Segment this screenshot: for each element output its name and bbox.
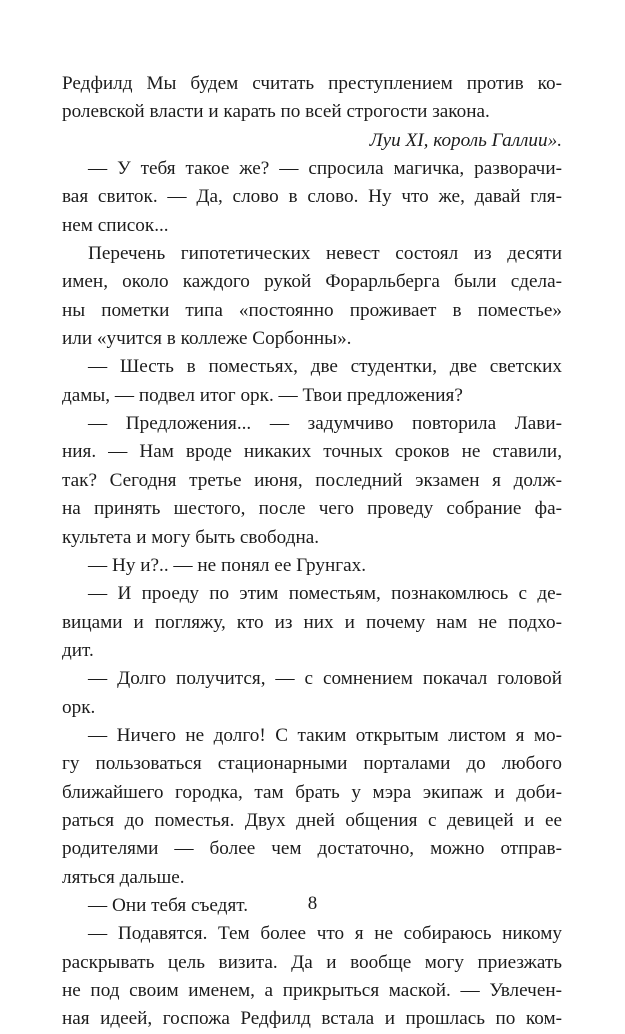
text-line: — Предложения... — задумчиво повторила Лави- xyxy=(88,413,562,435)
text-line: не под своим именем, а прикрыться маской. — Увлечен- xyxy=(62,980,562,1001)
text-line: гу пользоваться стационарными порталами до любого xyxy=(62,753,562,775)
text-line: раться до поместья. Двух дней общения с девицей и ее xyxy=(62,809,562,831)
text-line: — Долго получится, — с сомнением покачал головой xyxy=(88,668,562,690)
text-line: ближайшего городка, там брать у мэра экипаж и доби- xyxy=(62,781,562,803)
text-line: — Они тебя съедят. xyxy=(88,894,249,916)
text-line: — Шесть в поместьях, две студентки, две светских xyxy=(88,356,562,378)
text-line: родителями — более чем достаточно, можно отправ- xyxy=(62,838,562,860)
text-line: орк. xyxy=(62,696,96,718)
text-line: — Ничего не долго! С таким открытым листом я мо- xyxy=(88,724,562,746)
text-line: ния. — Нам вроде никаких точных сроков не ставили, xyxy=(62,441,562,463)
text-line: культета и могу быть свободна. xyxy=(62,526,320,548)
page-number: 8 xyxy=(307,893,318,914)
text-line: — Подавятся. Тем более что я не собираюсь никому xyxy=(88,923,562,945)
text-line: ролевской власти и карать по всей строгости закона. xyxy=(62,101,490,123)
text-line: нем список... xyxy=(62,214,169,236)
text-line: ляться дальше. xyxy=(62,866,185,888)
text-line: дит. xyxy=(62,639,94,661)
text-line: — И проеду по этим поместьям, познакомлюсь с де- xyxy=(88,583,562,605)
text-line: вицами и погляжу, кто из них и почему нам не подхо- xyxy=(62,611,562,633)
text-line: — У тебя такое же? — спросила магичка, разворачи- xyxy=(88,158,562,180)
text-line: имен, около каждого рукой Форарльберга были сдела- xyxy=(62,271,562,293)
text-line: на принять шестого, после чего проведу собрание фа- xyxy=(62,498,562,520)
text-line: так? Сегодня третье июня, последний экзамен я долж- xyxy=(62,469,562,491)
text-line: Редфилд Мы будем считать преступлением против ко- xyxy=(62,73,562,94)
text-line: Перечень гипотетических невест состоял из десяти xyxy=(88,243,562,265)
page-body xyxy=(62,70,562,1034)
text-line: дамы, — подвел итог орк. — Твои предложения? xyxy=(62,384,463,406)
text-line: ная идеей, госпожа Редфилд встала и прошлась по ком- xyxy=(62,1008,562,1030)
text-line: или «учится в коллеже Сорбонны». xyxy=(62,328,352,350)
text-line: раскрывать цель визита. Да и вообще могу приезжать xyxy=(62,951,562,973)
text-line: — Ну и?.. — не понял ее Грунгах. xyxy=(88,554,366,576)
text-line: ны пометки типа «постоянно проживает в поместье» xyxy=(62,299,562,321)
text-line: вая свиток. — Да, слово в слово. Ну что же, давай гля- xyxy=(62,186,562,208)
signature-line: Луи XI, король Галлии». xyxy=(369,129,562,151)
